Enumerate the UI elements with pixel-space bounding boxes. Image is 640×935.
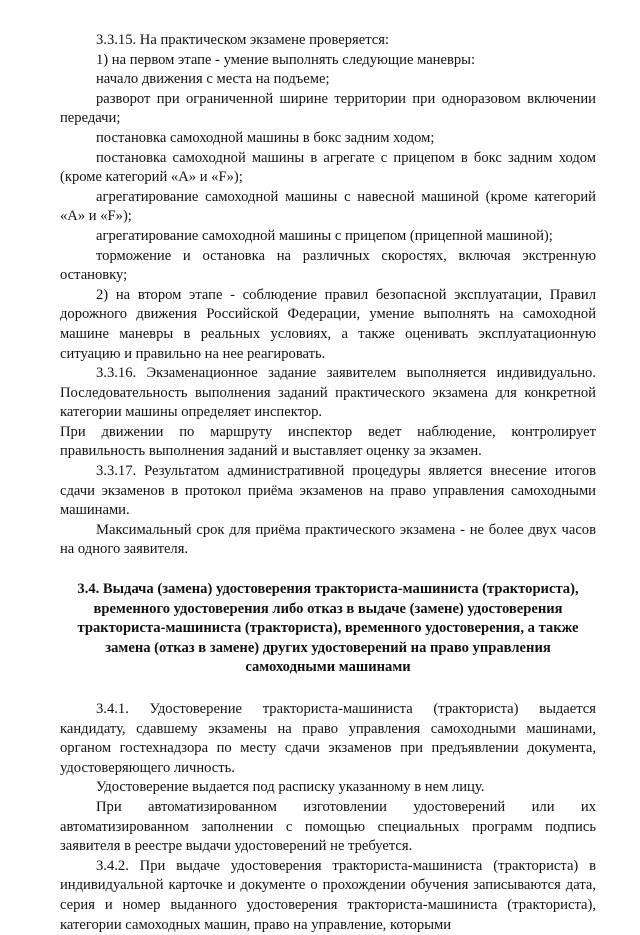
paragraph: При автоматизированном изготовлении удостоверений или их автоматизированном заполнении с помощью специальных программ подпись заявителя в реестре выдачи удостоверений не требуется. bbox=[60, 798, 596, 855]
paragraph: агрегатирование самоходной машины с прицепом (прицепной машиной); bbox=[96, 227, 553, 244]
paragraph: 1) на первом этапе - умение выполнять следующие маневры: bbox=[96, 51, 476, 68]
paragraph: торможение и остановка на различных скоростях, включая экстренную остановку; bbox=[60, 247, 596, 284]
paragraph: постановка самоходной машины в агрегате с прицепом в бокс задним ходом (кроме категорий «А» и «F»); bbox=[60, 149, 596, 186]
paragraph: 2) на втором этапе - соблюдение правил безопасной эксплуатации, Правил дорожного движения Российской Федерации, умение выполнять на самоходной машине маневры в реальных условиях, а также оценивать эксплуатационную ситуацию и правильно на нее реагировать. bbox=[60, 286, 596, 362]
section-heading: 3.4. Выдача (замена) удостоверения тракториста-машиниста (тракториста), временного удостоверения либо отказ в выдаче (замене) удостоверения тракториста-машиниста (тракториста), временного удостоверения, а также замена (отказ в замене) других удостоверений на право управления самоходными машинами bbox=[77, 581, 579, 676]
paragraph: 3.4.1. Удостоверение тракториста-машиниста (тракториста) выдается кандидату, сдавшему экзамены на право управления самоходными машинами, органом гостехнадзора по месту сдачи экзаменов при предъявлении документа, удостоверяющего личность. bbox=[60, 701, 596, 776]
paragraph: 3.3.16. Экзаменационное задание заявителем выполняется индивидуально. Последовательность выполнения заданий практического экзамена для конкретной категории машины определяет инспектор. bbox=[60, 365, 596, 421]
paragraph: 3.4.2. При выдаче удостоверения тракториста-машиниста (тракториста) в индивидуальной карточке и документе о прохождении обучения записываются дата, серия и номер выданного удостоверения тракториста-машиниста (тракториста), категории самоходных машин, право на управление, которыми bbox=[60, 857, 596, 933]
paragraph: Удостоверение выдается под расписку указанному в нем лицу. bbox=[96, 779, 485, 796]
paragraph: 3.3.17. Результатом административной процедуры является внесение итогов сдачи экзаменов в протокол приёма экзаменов на право управления самоходными машинами. bbox=[60, 463, 596, 519]
paragraph-noindent: При движении по маршруту инспектор ведет наблюдение, контролирует правильность выполнения заданий и выставляет оценку за экзамен. bbox=[60, 423, 596, 460]
paragraph: постановка самоходной машины в бокс задним ходом; bbox=[96, 129, 435, 146]
paragraph: Максимальный срок для приёма практического экзамена - не более двух часов на одного заявителя. bbox=[60, 521, 596, 558]
paragraph: разворот при ограниченной ширине территории при одноразовом включении передачи; bbox=[60, 90, 596, 127]
paragraph: начало движения с места на подъеме; bbox=[96, 71, 330, 88]
paragraph: 3.3.15. На практическом экзамене проверяется: bbox=[96, 32, 390, 48]
paragraph: агрегатирование самоходной машины с навесной машиной (кроме категорий «А» и «F»); bbox=[60, 188, 596, 225]
